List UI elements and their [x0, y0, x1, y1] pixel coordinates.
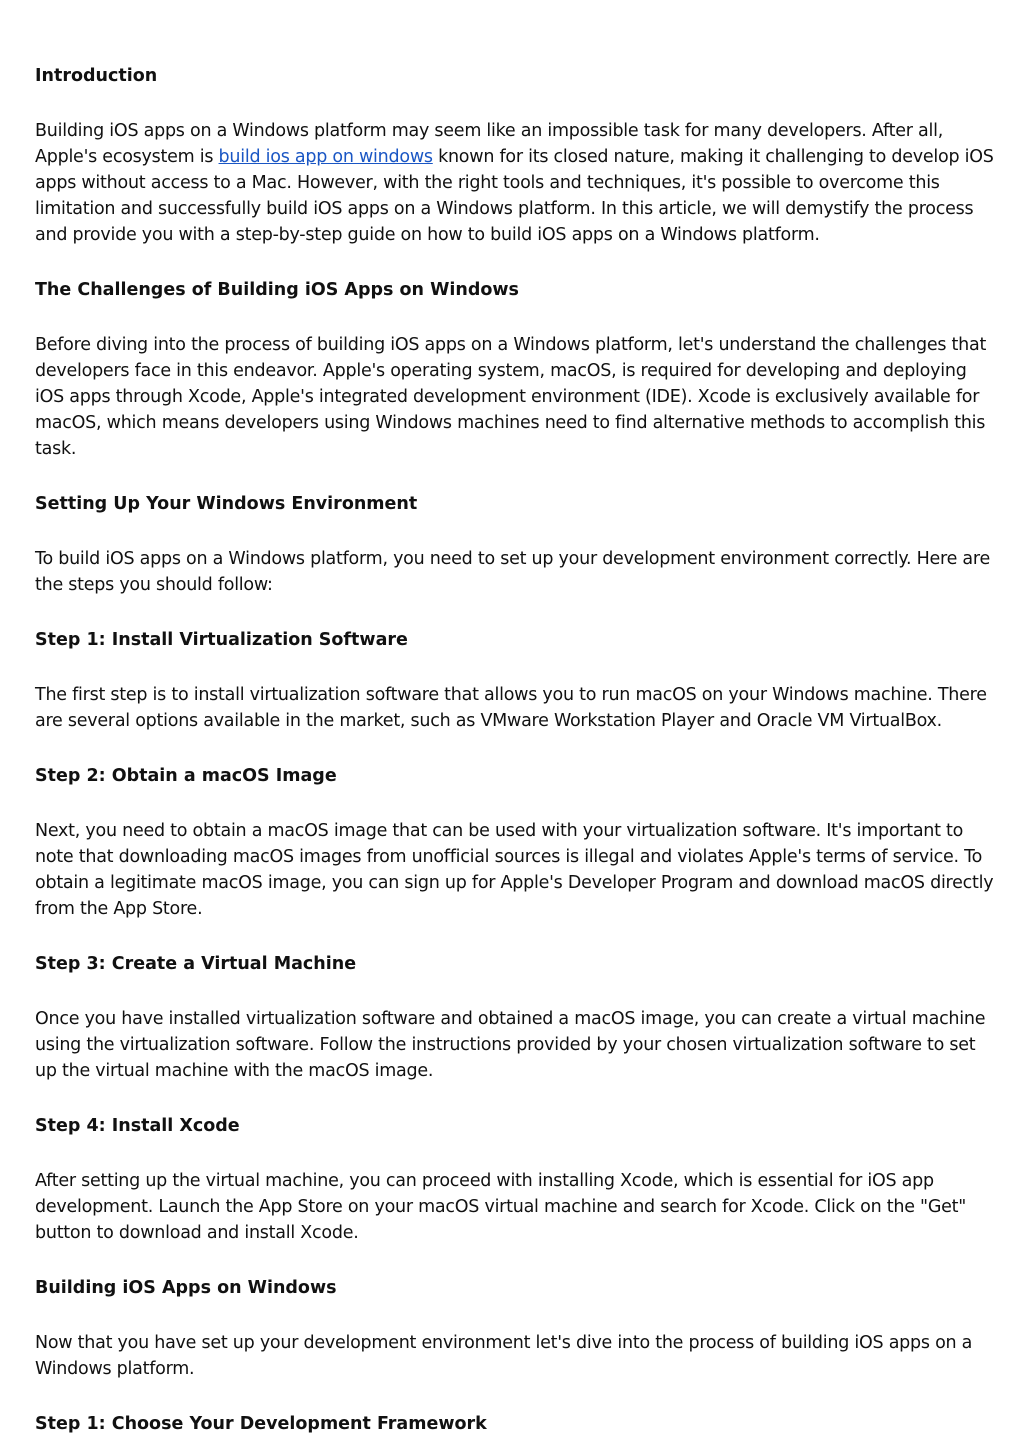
- step1-paragraph: The first step is to install virtualization software that allows you to run macOS on your Windows machine. There are several options available in the market, such as VMware Workstation Player and Oracle VM VirtualBox.: [35, 685, 987, 731]
- intro-paragraph: [35, 118, 995, 248]
- framework-heading: Step 1: Choose Your Development Framework: [35, 1414, 487, 1434]
- step1-heading: Step 1: Install Virtualization Software: [35, 630, 408, 650]
- build-ios-app-on-windows-link[interactable]: build ios app on windows: [218, 147, 433, 167]
- building-paragraph: Now that you have set up your development environment let's dive into the process of building iOS apps on a Windows platform.: [35, 1333, 973, 1379]
- setup-paragraph: To build iOS apps on a Windows platform, you need to set up your development environment correctly. Here are the steps you should follow:: [35, 549, 990, 595]
- step4-heading: Step 4: Install Xcode: [35, 1116, 240, 1136]
- section-heading-introduction: Introduction: [35, 66, 158, 86]
- section-heading-setup: Setting Up Your Windows Environment: [35, 494, 418, 514]
- section-heading-challenges: The Challenges of Building iOS Apps on Windows: [35, 280, 519, 300]
- step3-paragraph: Once you have installed virtualization software and obtained a macOS image, you can create a virtual machine using the virtualization software. Follow the instructions provided by your chosen virtualization software to set up the virtual machine with the macOS image.: [35, 1009, 986, 1081]
- step4-paragraph: After setting up the virtual machine, you can proceed with installing Xcode, which is essential for iOS app development. Launch the App Store on your macOS virtual machine and search for Xcode. Click on the "Get" button to download and install Xcode.: [35, 1171, 967, 1243]
- document-body: [35, 63, 995, 1437]
- challenges-paragraph: Before diving into the process of building iOS apps on a Windows platform, let's understand the challenges that developers face in this endeavor. Apple's operating system, macOS, is required for developing and deploying iOS apps through Xcode, Apple's integrated development environment (IDE). Xcode is exclusively available for macOS, which means developers using Windows machines need to find alternative methods to accomplish this task.: [35, 335, 987, 459]
- intro-text-before-link: Building iOS apps on a Windows platform may seem like an impossible task for many developers. After all, Apple's ecosystem is: [35, 121, 944, 167]
- step2-paragraph: Next, you need to obtain a macOS image that can be used with your virtualization software. It's important to note that downloading macOS images from unofficial sources is illegal and violates Apple's terms of service. To obtain a legitimate macOS image, you can sign up for Apple's Developer Program and download macOS directly from the App Store.: [35, 821, 994, 919]
- section-heading-building: Building iOS Apps on Windows: [35, 1278, 337, 1298]
- intro-text-after-link: known for its closed nature, making it challenging to develop iOS apps without access to a Mac. However, with the right tools and techniques, it's possible to overcome this limitation and successfully build iOS apps on a Windows platform. In this article, we will demystify the process and provide you with a step-by-step guide on how to build iOS apps on a Windows platform.: [35, 147, 994, 245]
- step3-heading: Step 3: Create a Virtual Machine: [35, 954, 357, 974]
- step2-heading: Step 2: Obtain a macOS Image: [35, 766, 337, 786]
